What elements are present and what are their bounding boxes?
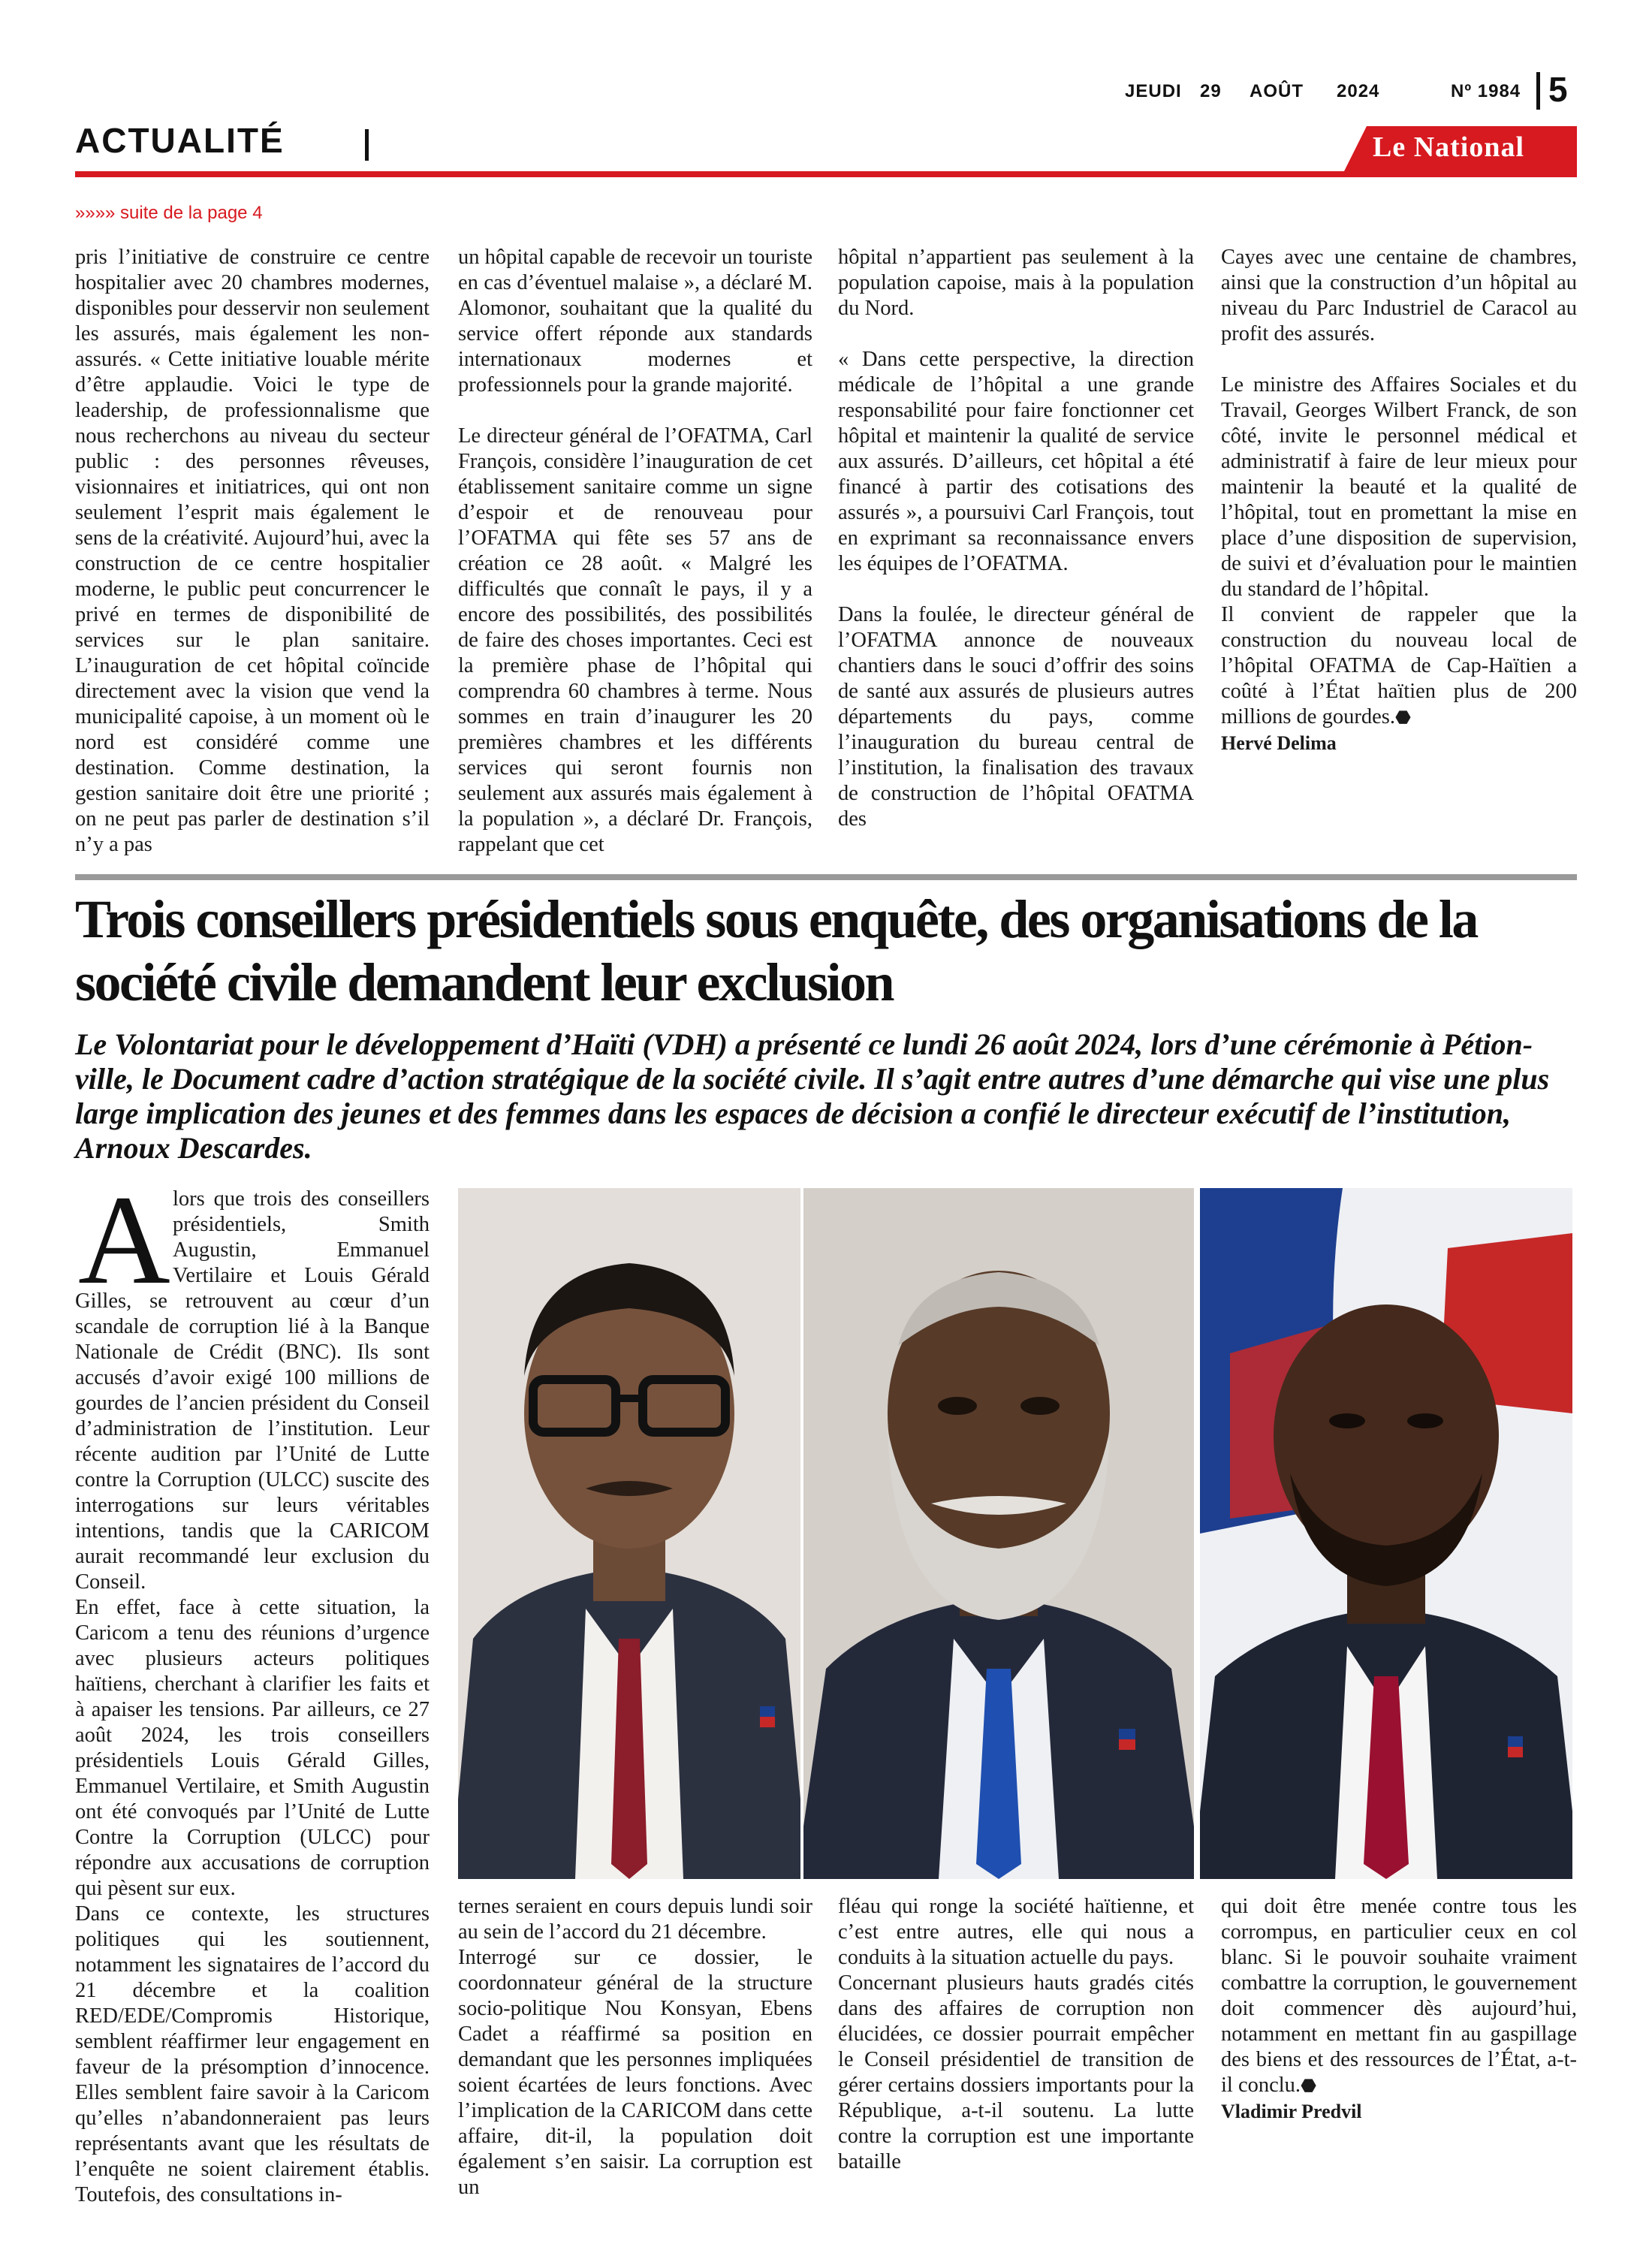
header-day: JEUDI (1125, 81, 1182, 101)
paragraph: lors que trois des conseillers présidentiels, Smith Augustin, Emmanuel Vertilaire et Louis Gérald Gilles, se retrouvent au cœur d’un scandale de corruption lié à la Banque Nationale de Crédit (BNC). Ils sont accusés d’avoir exigé 100 millions de gourdes de l’ancien président du Conseil d’administration de l’institution. Leur récente audition par l’Unité de Lutte contre la Corruption (ULCC) suscite des interrogations sur leurs véritables intentions, tandis que la CARICOM aurait recommandé leur exclusion du Conseil. (75, 1187, 430, 1594)
continuation-column-4 (1221, 245, 1577, 756)
brand-logo: Le National (1373, 131, 1525, 163)
article-column-2 (458, 1894, 812, 2200)
paragraph-text: Il convient de rappeler que la construction du nouveau local de l’hôpital OFATMA de Cap-Haïtien a coûté à l’État haïtien plus de 200 millions de gourdes. (1221, 603, 1577, 728)
drop-cap: A (78, 1169, 170, 1310)
paragraph-text: qui doit être menée contre tous les corrompus, en particulier ceux en col blanc. Si le pouvoir souhaite vraiment combattre la corruption, le gouvernement doit commencer dès aujourd’hui, notamment en mettant fin au gaspillage des biens et des ressources de l’État, a-t-il conclu. (1221, 1895, 1577, 2097)
paragraph: Dans ce contexte, les structures politiques qui les soutiennent, notamment les signataires de l’accord du 21 décembre et la coalition RED/EDE/Compromis Historique, semblent réaffirmer leur engagement en faveur de la présomption d’innocence. Elles semblent faire savoir à la Caricom qu’elles n’abandonneraient pas leurs représentants avant que les résultats de l’enquête ne soient clairement établis. Toutefois, des consultations in- (75, 1902, 430, 2206)
page-number: 5 (1548, 70, 1568, 109)
paragraph: Le directeur général de l’OFATMA, Carl François, considère l’inauguration de cet établissement sanitaire comme un signe d’espoir et de renouveau pour l’OFATMA qui fête ses 57 ans de création ce 28 août. « Malgré les difficultés que connaît le pays, il y a encore des possibilités, des possibilités de faire des choses importantes. Ceci est la première phase de l’hôpital qui comprendra 60 chambres à terme. Nous sommes en train d’inaugurer les 20 premières chambres et les différents services qui seront fournis non seulement aux assurés mais également à la population », a déclaré Dr. François, rappelant que cet (458, 424, 812, 856)
photo-councillor-glasses (458, 1188, 800, 1879)
author-byline: Hervé Delima (1221, 732, 1337, 754)
article-column-3 (838, 1894, 1194, 2175)
paragraph: hôpital n’appartient pas seulement à la population capoise, mais à la population du Nord. (838, 246, 1194, 320)
article-separator (75, 874, 1577, 880)
header-divider (1536, 72, 1540, 110)
paragraph: Dans la foulée, le directeur général de l’OFATMA annonce de nouveaux chantiers dans le souci d’offrir des soins de santé aux assurés de plusieurs autres départements du pays, comme l’inauguration du bureau central de l’institution, la finalisation des travaux de construction de l’hôpital OFATMA des (838, 603, 1194, 831)
article-deck: Le Volontariat pour le développement d’Haïti (VDH) a présenté ce lundi 26 août 2024, lors d’une cérémonie à Pétion-ville, le Document cadre d’action stratégique de la société civile. Il s’agit entre autres d’une démarche qui vise une plus large implication des jeunes et des femmes dans les espaces de décision a confié le directeur exécutif de l’institution, Arnoux Descardes. (75, 1027, 1550, 1165)
paragraph: Le ministre des Affaires Sociales et du Travail, Georges Wilbert Franck, de son côté, invite le personnel médical et administratif à faire de leur mieux pour maintenir la beauté et la qualité de l’hôpital, tout en promettant la mise en place d’une disposition de supervision, de suivi et d’évaluation pour le maintien du standard de l’hôpital. (1221, 373, 1577, 601)
paragraph: pris l’initiative de construire ce centre hospitalier avec 20 chambres modernes, disponibles pour desservir non seulement les assurés, mais également les non-assurés. « Cette initiative louable mérite d’être applaudie. Voici le type de leadership, de professionnalisme que nous recherchons au niveau du secteur public : des personnes rêveuses, visionnaires et initiatrices, qui ont non seulement l’esprit mais également le sens de la créativité. Aujourd’hui, avec la construction de ce centre hospitalier moderne, le public peut concurrencer le privé en termes de disponibilité de services sur le plan sanitaire. L’inauguration de cet hôpital coïncide directement avec la vision que vend la municipalité capoise, à un moment où le nord est considéré comme une destination. Comme destination, la gestion sanitaire doit être une priorité ; on ne peut pas parler de destination s’il n’y a pas (75, 246, 430, 856)
paragraph: Interrogé sur ce dossier, le coordonnateur général de la structure socio-politique Nou Konsyan, Ebens Cadet a réaffirmé sa position en demandant que les personnes impliquées soient écartées de leurs fonctions. Avec l’implication de la CARICOM dans cette affaire, dit-il, la population doit également s’en saisir. La corruption est un (458, 1946, 812, 2199)
end-mark-icon: ⬣ (1394, 708, 1411, 728)
paragraph: « Dans cette perspective, la direction médicale de l’hôpital a une grande responsabilité pour faire fonctionner cet hôpital et maintenir la qualité de service aux assurés. D’ailleurs, cet hôpital a été financé à partir des cotisations des assurés », a poursuivi Carl François, tout en exprimant sa reconnaissance envers les équipes de l’OFATMA. (838, 348, 1194, 575)
paragraph: En effet, face à cette situation, la Caricom a tenu des réunions d’urgence avec plusieurs acteurs politiques haïtiens, cherchant à clarifier les faits et à apaiser les tensions. Par ailleurs, ce 27 août 2024, les trois conseillers présidentiels Louis Gérald Gilles, Emmanuel Vertilaire, et Smith Augustin ont été convoqués par l’Unité de Lutte Contre la Corruption (ULCC) pour répondre aux accusations de corruption qui pèsent sur eux. (75, 1596, 430, 1900)
author-byline: Vladimir Predvil (1221, 2101, 1362, 2122)
paragraph: Cayes avec une centaine de chambres, ainsi que la construction d’un hôpital au niveau du Parc Industriel de Caracol au profit des assurés. (1221, 246, 1577, 345)
continuation-column-2 (458, 245, 812, 858)
header-date-num: 29 (1200, 81, 1222, 101)
end-mark-icon: ⬣ (1301, 2077, 1317, 2096)
continuation-column-3 (838, 245, 1194, 832)
paragraph (1221, 1894, 1577, 2099)
paragraph: Concernant plusieurs hauts gradés cités dans des affaires de corruption non élucidées, ce dossier pourrait empêcher le Conseil présidentiel de transition de gérer certains dossiers importants pour la République, a-t-il soutenu. La lutte contre la corruption est une importante bataille (838, 1971, 1194, 2173)
continuation-label: »»»» suite de la page 4 (75, 203, 263, 223)
photo-councillor-flag (1200, 1188, 1572, 1879)
section-rubric: ACTUALITÉ (75, 121, 285, 160)
header-year: 2024 (1337, 81, 1380, 101)
article-headline: Trois conseillers présidentiels sous enquête, des organisations de la société civile demandent leur exclusion (75, 889, 1477, 1012)
paragraph (1221, 602, 1577, 731)
article-column-1 (75, 1187, 430, 2208)
paragraph: un hôpital capable de recevoir un touriste en cas d’éventuel malaise », a déclaré M. Alomonor, souhaitant que la qualité du service offert réponde aux standards internationaux modernes et professionnels pour la grande majorité. (458, 246, 812, 397)
continuation-column-1 (75, 245, 430, 858)
article-column-4 (1221, 1894, 1577, 2125)
header-month: AOÛT (1250, 81, 1304, 101)
rubric-divider (365, 129, 369, 161)
paragraph: ternes seraient en cours depuis lundi soir au sein de l’accord du 21 décembre. (458, 1895, 812, 1944)
drop-cap-spacer (75, 1187, 173, 1289)
paragraph: fléau qui ronge la société haïtienne, et c’est entre autres, elle qui nous a conduits à la situation actuelle du pays. (838, 1895, 1194, 1969)
header-rule (75, 171, 1577, 177)
photo-councillor-beard (803, 1188, 1194, 1879)
header-issue: Nº 1984 (1451, 81, 1521, 101)
